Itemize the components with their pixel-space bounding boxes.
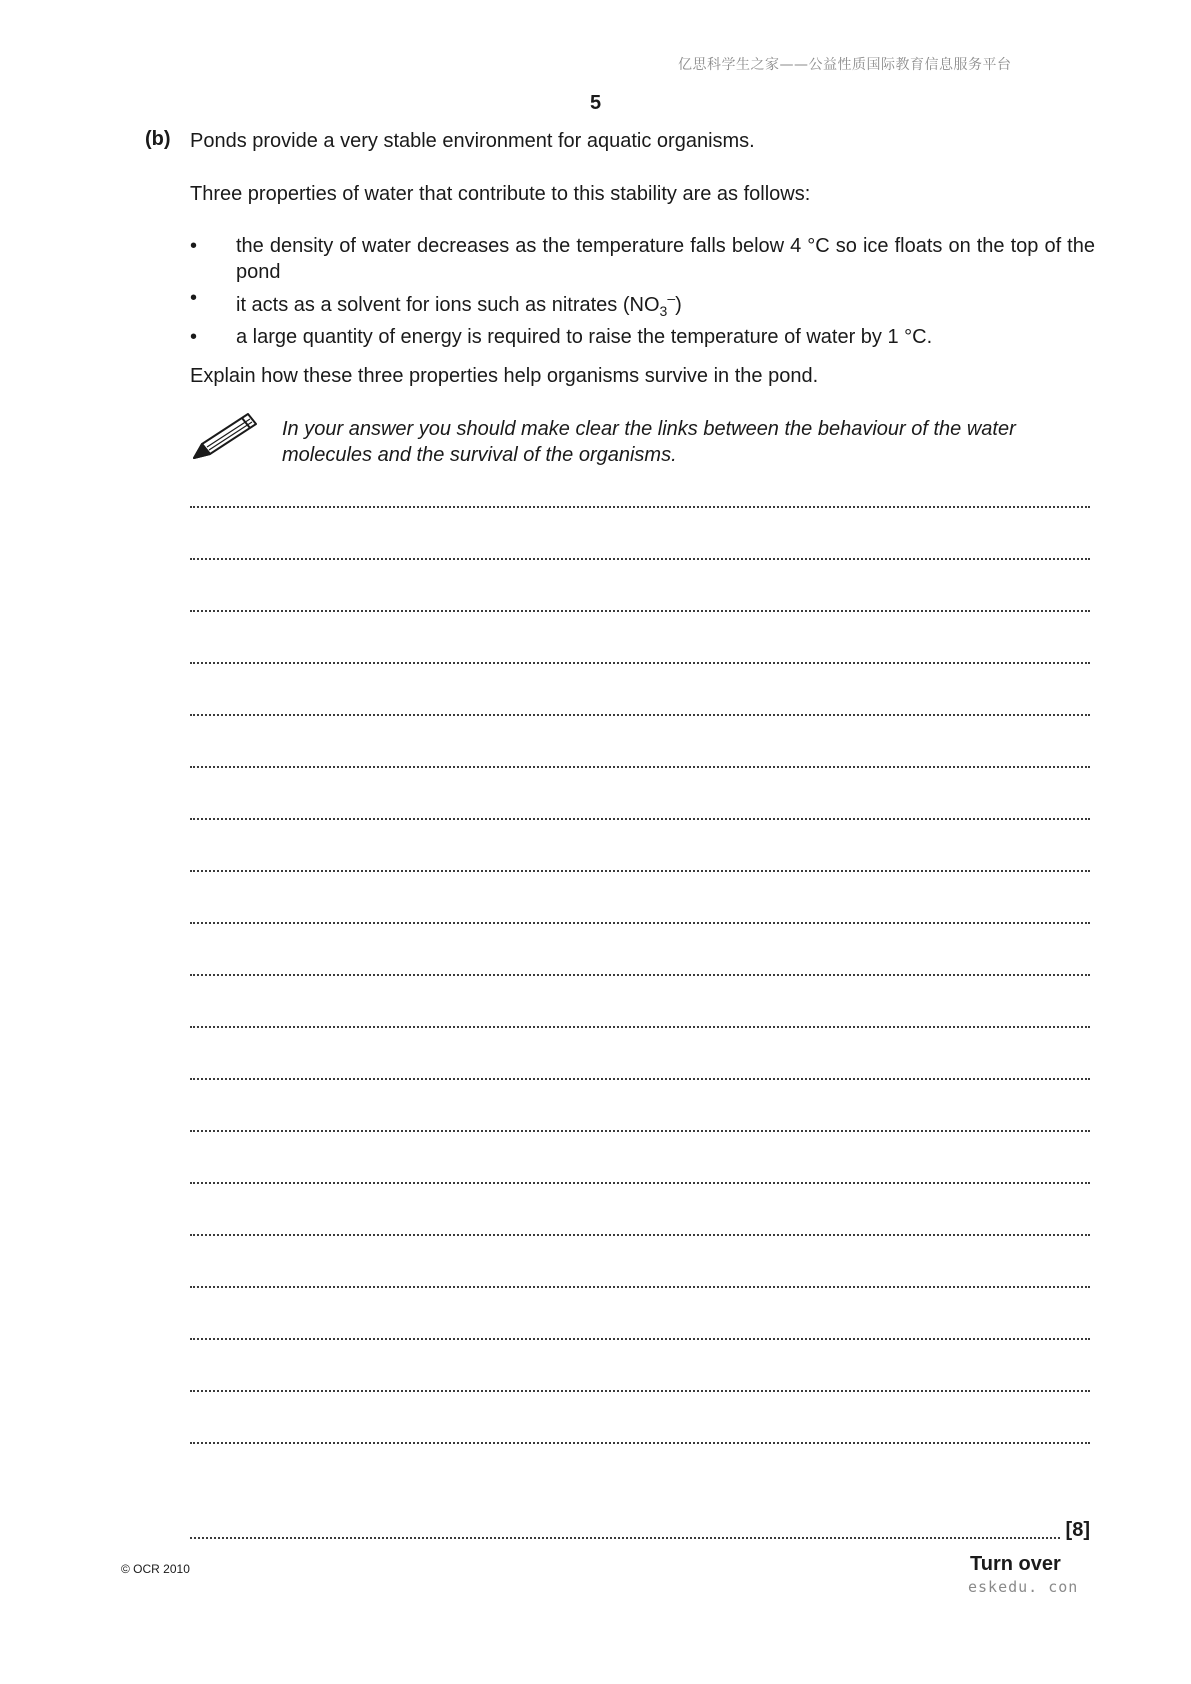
nitrate-subscript: 3: [659, 303, 668, 319]
answer-line-dots: [190, 1442, 1090, 1444]
answer-line[interactable]: [190, 702, 1090, 754]
answer-line-dots: [190, 714, 1090, 716]
answer-line-dots: [190, 1286, 1090, 1288]
answer-line[interactable]: [190, 910, 1090, 962]
marks-label: [8]: [1065, 1519, 1090, 1541]
properties-list: [190, 233, 1095, 350]
nitrate-charge: –: [667, 290, 676, 306]
answer-line[interactable]: [190, 1274, 1090, 1326]
bullet-density-text: the density of water decreases as the temperature falls below 4 °C so ice floats on the top of the pond: [236, 235, 1095, 283]
pencil-icon: [190, 408, 260, 464]
answer-line[interactable]: [190, 1170, 1090, 1222]
answer-line-dots: [190, 818, 1090, 820]
answer-line-dots: [190, 1390, 1090, 1392]
answer-line[interactable]: [190, 1014, 1090, 1066]
answer-line-dots: [190, 662, 1090, 664]
bullet-density: [190, 233, 1095, 285]
answer-line[interactable]: [190, 1326, 1090, 1378]
answer-line[interactable]: [190, 754, 1090, 806]
answer-line[interactable]: [190, 1222, 1090, 1274]
answer-line-dots: [190, 974, 1090, 976]
answer-area[interactable]: [190, 494, 1090, 1482]
answer-line-dots: [190, 922, 1090, 924]
answer-line[interactable]: [190, 1066, 1090, 1118]
answer-instruction: In your answer you should make clear the links between the behaviour of the water molecules and the survival of the organisms.: [282, 418, 1016, 466]
page-number: 5: [589, 92, 602, 114]
answer-line[interactable]: [190, 858, 1090, 910]
copyright: © OCR 2010: [121, 1562, 190, 1576]
answer-line[interactable]: [190, 650, 1090, 702]
question-intro: Ponds provide a very stable environment for aquatic organisms.: [190, 130, 755, 152]
answer-line[interactable]: [190, 1430, 1090, 1482]
answer-line[interactable]: [190, 806, 1090, 858]
answer-line[interactable]: [190, 1378, 1090, 1430]
answer-line-dots: [190, 766, 1090, 768]
answer-line-dots: [190, 1338, 1090, 1340]
answer-line-dots: [190, 1537, 1060, 1539]
answer-line-dots: [190, 1130, 1090, 1132]
bullet-energy: [190, 324, 1095, 350]
answer-line-final[interactable]: [190, 1519, 1090, 1555]
header-watermark: 亿思科学生之家——公益性质国际教育信息服务平台: [678, 57, 1012, 73]
explain-prompt: Explain how these three properties help organisms survive in the pond.: [190, 365, 819, 387]
answer-line-dots: [190, 870, 1090, 872]
answer-line-dots: [190, 506, 1090, 508]
properties-intro: Three properties of water that contribute to this stability are as follows:: [190, 183, 811, 205]
answer-line-dots: [190, 1026, 1090, 1028]
bullet-solvent-suffix: ): [675, 294, 682, 316]
answer-line-dots: [190, 1234, 1090, 1236]
turn-over-label: Turn over: [970, 1553, 1061, 1575]
answer-line[interactable]: [190, 598, 1090, 650]
question-part-label: (b): [145, 128, 171, 150]
answer-line-dots: [190, 610, 1090, 612]
answer-line[interactable]: [190, 494, 1090, 546]
answer-line[interactable]: [190, 1118, 1090, 1170]
answer-line-dots: [190, 1182, 1090, 1184]
answer-line-dots: [190, 558, 1090, 560]
bullet-energy-text: a large quantity of energy is required to raise the temperature of water by 1 °C.: [236, 326, 933, 348]
footer-watermark: eskedu. con: [968, 1578, 1079, 1596]
answer-line-dots: [190, 1078, 1090, 1080]
answer-line[interactable]: [190, 546, 1090, 598]
bullet-solvent: [190, 285, 1095, 324]
answer-line[interactable]: [190, 962, 1090, 1014]
bullet-solvent-prefix: it acts as a solvent for ions such as nitrates (NO: [236, 294, 660, 316]
